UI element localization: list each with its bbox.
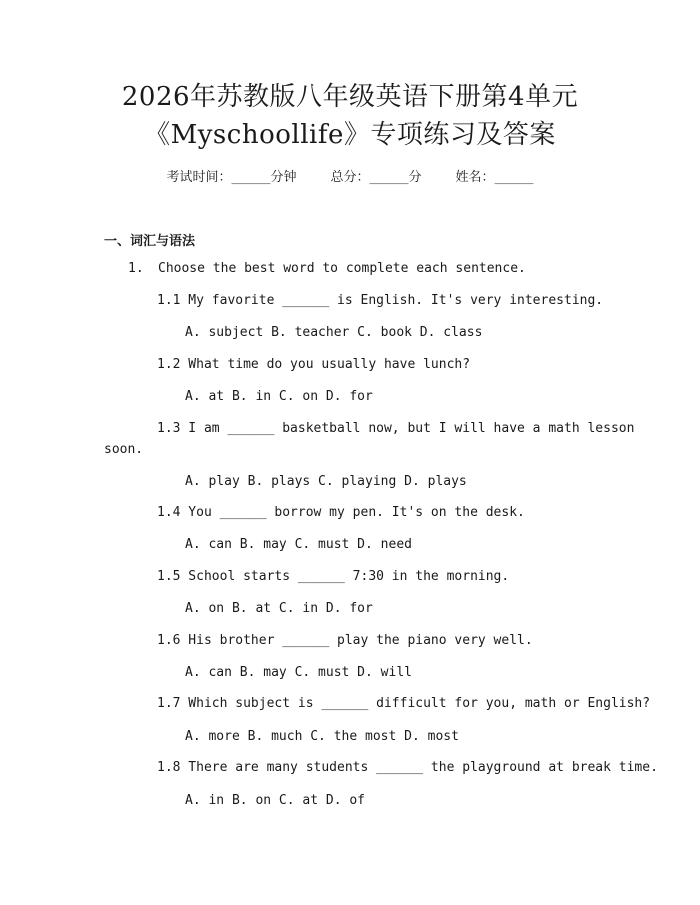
item-stem: 1.4 You ______ borrow my pen. It's on the desk. [157, 505, 525, 520]
exam-time-label: 考试时间：______分钟 [166, 170, 297, 185]
document-title-line2: 《Myschoollife》专项练习及答案 [144, 120, 556, 150]
item-stem: 1.3 I am ______ basketball now, but I will have a math lesson [157, 421, 635, 436]
question-instruction: Choose the best word to complete each sentence. [158, 261, 526, 276]
item-options: A. more B. much C. the most D. most [185, 729, 459, 744]
item-stem: 1.8 There are many students ______ the playground at break time. [157, 760, 658, 775]
item-options: A. on B. at C. in D. for [185, 601, 373, 616]
question-intro [128, 261, 526, 276]
item-stem: 1.2 What time do you usually have lunch? [157, 357, 471, 372]
item-options: A. can B. may C. must D. will [185, 665, 412, 680]
item-stem: 1.1 My favorite ______ is English. It's very interesting. [157, 293, 604, 308]
question-number: 1. [128, 261, 144, 276]
exam-score-label: 总分：______分 [330, 170, 422, 185]
document-title-line1: 2026年苏教版八年级英语下册第4单元 [121, 82, 579, 112]
student-name-label: 姓名：______ [455, 170, 534, 185]
item-stem: 1.5 School starts ______ 7:30 in the morning. [157, 569, 510, 584]
section-title: 一、词汇与语法 [104, 234, 196, 249]
exam-meta [0, 169, 700, 187]
item-stem: 1.6 His brother ______ play the piano very well. [157, 633, 533, 648]
item-options: A. in B. on C. at D. of [185, 793, 366, 808]
item-options: A. subject B. teacher C. book D. class [185, 325, 483, 340]
item-stem-continuation: soon. [104, 442, 144, 457]
item-stem: 1.7 Which subject is ______ difficult for you, math or English? [157, 696, 651, 711]
item-options: A. at B. in C. on D. for [185, 389, 373, 404]
item-options: A. can B. may C. must D. need [185, 537, 412, 552]
item-options: A. play B. plays C. playing D. plays [185, 474, 467, 489]
